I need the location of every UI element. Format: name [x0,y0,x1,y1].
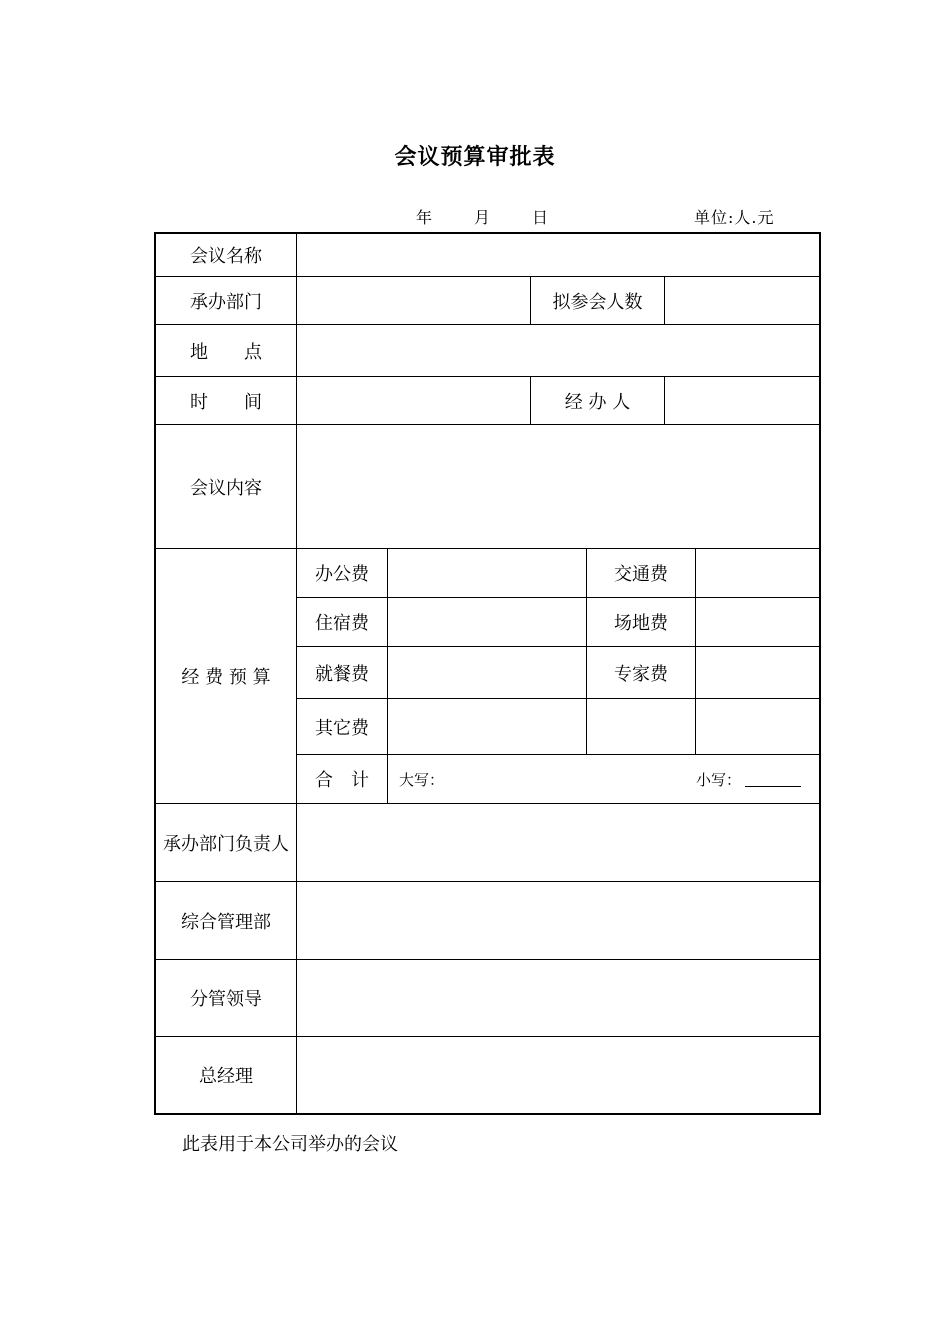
column-divider [664,276,665,324]
unit-label: 单位:人.元 [694,208,775,227]
date-day-label: 日 [532,208,549,227]
column-divider [695,548,696,754]
dept-head-label: 承办部门负责人 [163,833,289,855]
date-year-label: 年 [416,208,433,227]
column-divider [664,376,665,424]
lodging-fee-label: 住宿费 [315,613,369,634]
lowercase-amount-field [696,755,816,803]
other-fee-label: 其它费 [315,717,369,739]
expert-fee-label: 专家费 [614,663,668,685]
admin-dept-label: 综合管理部 [181,911,271,933]
leader-label: 分管领导 [190,989,262,1010]
meeting-name-label: 会议名称 [190,246,262,267]
approval-form-table [154,232,821,1115]
location-label: 地 点 [190,341,262,363]
date-month-label: 月 [474,208,491,227]
page-title: 会议预算审批表 [394,145,556,170]
attendees-label: 拟参会人数 [552,291,643,313]
content-label: 会议内容 [190,477,262,499]
footnote: 此表用于本公司举办的会议 [182,1134,398,1155]
column-divider [387,548,388,803]
total-label: 合 计 [315,770,369,791]
amount-underline [745,772,801,787]
transport-fee-label: 交通费 [614,564,668,585]
host-dept-label: 承办部门 [190,291,262,313]
dining-fee-label: 就餐费 [315,663,369,685]
budget-label: 经 费 预 算 [181,667,271,688]
capital-amount-label: 大写： [399,770,445,789]
office-fee-label: 办公费 [315,564,369,585]
time-label: 时 间 [190,391,262,413]
handler-label: 经 办 人 [564,391,631,413]
lowercase-amount-label: 小写： [696,770,742,789]
venue-fee-label: 场地费 [614,613,668,634]
gm-label: 总经理 [199,1066,253,1087]
